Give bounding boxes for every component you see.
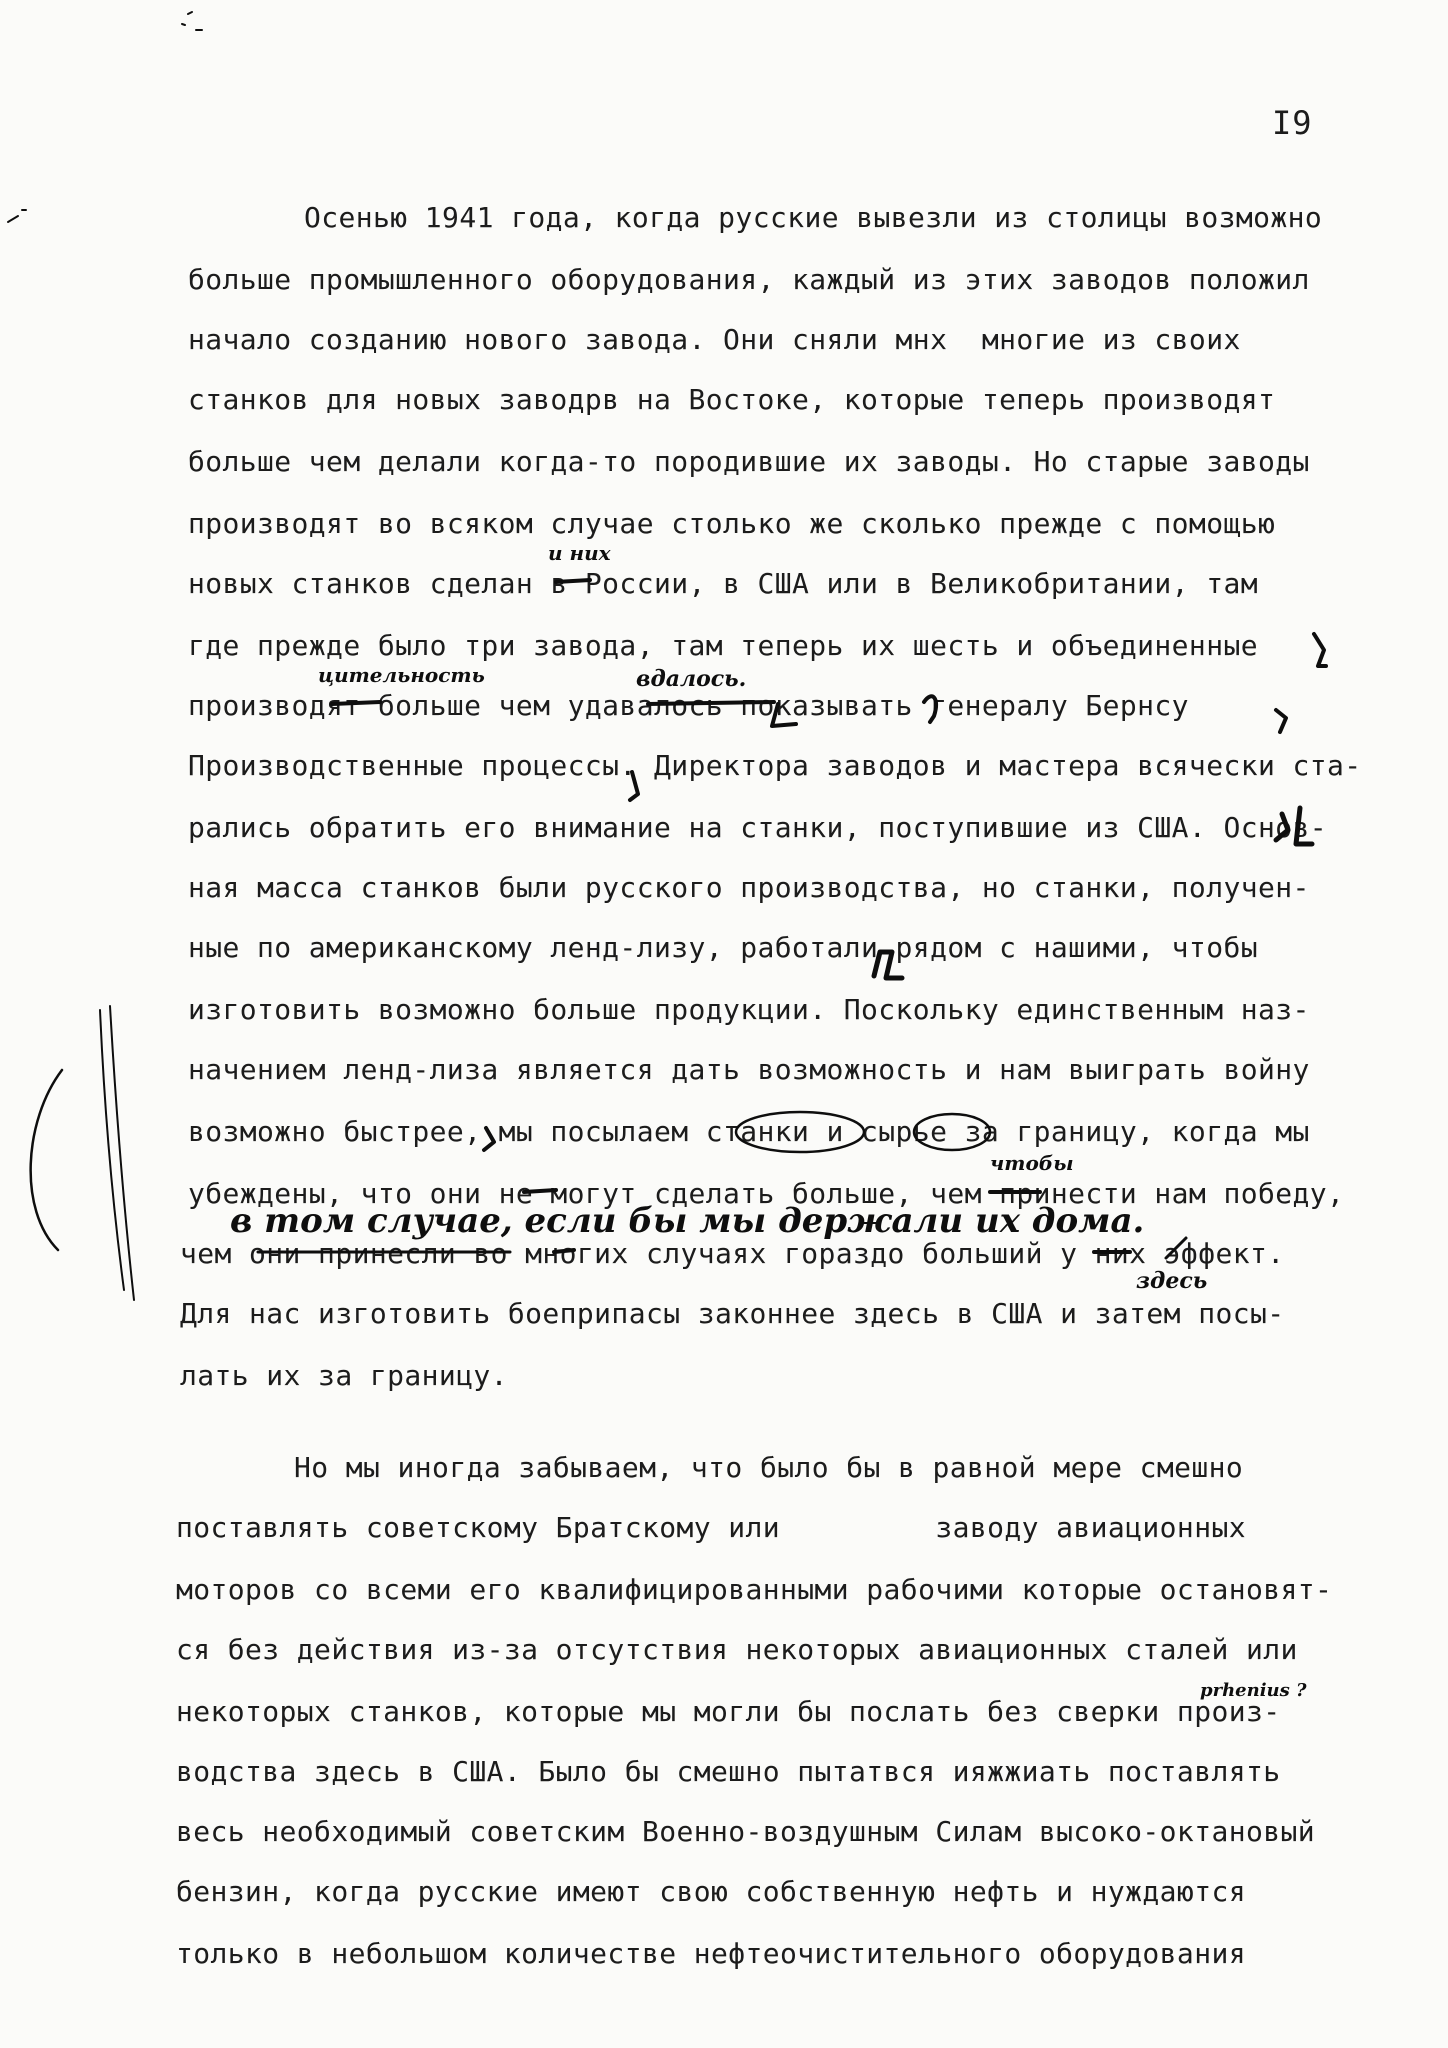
text-line: Для нас изготовить боеприпасы законнее здесь в США и затем посы- xyxy=(180,1297,1285,1330)
text-line: только в небольшом количестве нефтеочистительного оборудования xyxy=(176,1937,1246,1970)
handwritten-insertion: и них xyxy=(548,541,611,565)
text-line: производят во всяком случае столько же сколько прежде с помощью xyxy=(188,507,1276,540)
text-line: где прежде было три завода, там теперь их шесть и объединенные xyxy=(188,629,1258,662)
page-number: I9 xyxy=(1272,104,1313,142)
text-line: начало созданию нового завода. Они сняли мнх многие из своих xyxy=(188,323,1241,356)
margin-stroke xyxy=(110,1006,134,1300)
text-line: рались обратить его внимание на станки, поступившие из США. Основ- xyxy=(188,811,1327,844)
text-line: ся без действия из-за отсутствия некоторых авиационных сталей или xyxy=(176,1633,1298,1666)
text-line: больше чем делали когда-то породившие их заводы. Но старые заводы xyxy=(188,445,1310,478)
text-line: чем они принесли во многих случаях гораздо больший у них эффект. xyxy=(180,1237,1285,1270)
handwritten-insertion: вдалось. xyxy=(636,666,747,692)
margin-bracket xyxy=(31,1070,62,1250)
text-line: возможно быстрее, мы посылаем станки и сырье за границу, когда мы xyxy=(188,1115,1310,1148)
text-line: больше промышленного оборудования, каждый из этих заводов положил xyxy=(188,263,1310,296)
text-line: лать их за границу. xyxy=(180,1359,508,1392)
text-line: новых станков сделан в России, в США или в Великобритании, там xyxy=(188,567,1258,600)
correction-mark xyxy=(1314,634,1326,666)
correction-mark xyxy=(1276,710,1286,732)
text-line: станков для новых заводрв на Востоке, которые теперь производят xyxy=(188,383,1276,416)
text-line: водства здесь в США. Было бы смешно пытатвся ияжжиать поставлять xyxy=(176,1755,1281,1788)
text-line: некоторых станков, которые мы могли бы послать без сверки произ- xyxy=(176,1695,1281,1728)
text-line: изготовить возможно больше продукции. Поскольку единственным наз- xyxy=(188,993,1310,1026)
text-line: моторов со всеми его квалифицированными рабочими которые остановят- xyxy=(176,1573,1333,1606)
margin-stroke xyxy=(100,1010,124,1290)
handwritten-insertion: в том случае, если бы мы держали их дома. xyxy=(230,1201,1145,1241)
text-line: производят больше чем удавалось показывать генералу Бернсу xyxy=(188,689,1189,722)
text-line: Производственные процессы. Директора заводов и мастера всячески ста- xyxy=(188,749,1362,782)
handwritten-insertion: здесь xyxy=(1136,1268,1208,1294)
handwritten-insertion: prhenius ? xyxy=(1200,1680,1307,1701)
text-line: Осенью 1941 года, когда русские вывезли из столицы возможно xyxy=(304,201,1323,234)
ink-speck xyxy=(182,12,202,30)
ink-speck xyxy=(8,210,26,222)
handwritten-insertion: чтобы xyxy=(990,1151,1074,1175)
text-line: весь необходимый советским Военно-воздушным Силам высоко-октановый xyxy=(176,1815,1315,1848)
text-line: поставлять советскому Братскому или заводу авиационных xyxy=(176,1511,1246,1544)
text-line: бензин, когда русские имеют свою собственную нефть и нуждаются xyxy=(176,1875,1246,1908)
text-line: ная масса станков были русского производства, но станки, получен- xyxy=(188,871,1310,904)
text-line: начением ленд-лиза является дать возможность и нам выиграть войну xyxy=(188,1053,1310,1086)
handwritten-insertion: цительность xyxy=(318,663,485,687)
text-line: ные по американскому ленд-лизу, работали рядом с нашими, чтобы xyxy=(188,931,1258,964)
text-line: убеждены, что они не могут сделать больше, чем принести нам победу, xyxy=(188,1177,1345,1210)
text-line: Но мы иногда забываем, что было бы в равной мере смешно xyxy=(294,1451,1244,1484)
